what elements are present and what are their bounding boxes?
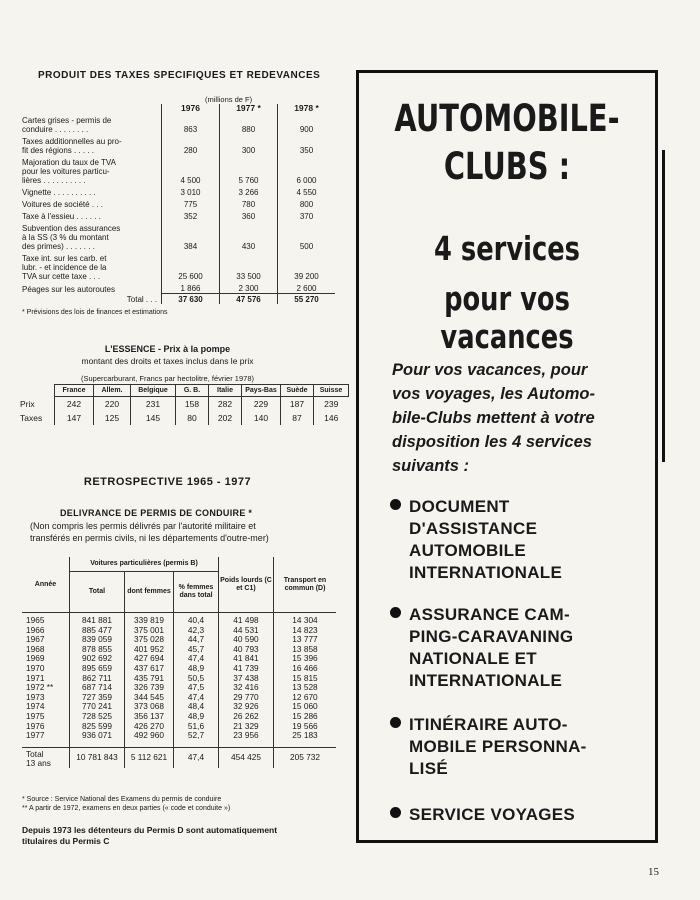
permis-row [22,674,336,684]
permis-cell: 839 059 [70,635,125,645]
permis-cell: 42,3 [174,626,219,636]
essence-row [20,397,349,412]
essence-cell: 242 [55,397,94,412]
permis-cell: 37 438 [219,674,274,684]
essence-col-header: Belgique [131,385,176,397]
permis-cell: 344 545 [125,693,174,703]
permis-row [22,616,336,626]
permis-cell: 19 566 [274,722,337,732]
permis-cell: 44 531 [219,626,274,636]
taxes-total-row [22,294,335,305]
permis-cell: 373 068 [125,702,174,712]
permis-title: DELIVRANCE DE PERMIS DE CONDUIRE * [60,508,253,518]
essence-cell: 87 [281,411,314,425]
taxes-row [22,200,335,209]
permis-col-annee: Année [34,580,57,588]
bullet-icon [390,499,401,510]
permis-year: 1968 [26,643,45,654]
ad-service-voyages: SERVICE VOYAGES [390,804,575,826]
permis-cell: 15 815 [274,674,337,684]
taxes-col-1977: 1977 * [220,104,278,113]
permis-row [22,635,336,645]
permis-cell: 326 739 [125,683,174,693]
permis-cell: 25 183 [274,731,337,741]
taxes-total-1977: 47 576 [220,294,278,305]
permis-year: 1967 [26,634,45,645]
taxes-cell: 863 [162,116,220,134]
taxes-row-label: Majoration du taux de TVA pour les voitures particu- lières . . . . . . . . . . [22,158,116,185]
essence-cell: 80 [176,411,209,425]
taxes-cell: 25 600 [162,254,220,281]
permis-cell: 375 001 [125,626,174,636]
permis-note-2: titulaires du Permis C [22,836,110,846]
permis-cell: 427 694 [125,654,174,664]
permis-row [22,702,336,712]
taxes-row-label: Taxe int. sur les carb. et lubr. - et incidence de la TVA sur cette taxe . . . [22,254,107,281]
permis-row [22,693,336,703]
permis-year: 1969 [26,653,45,664]
permis-cell: 339 819 [125,616,174,626]
ad-sub-1: 4 services [434,229,580,268]
permis-cell: 426 270 [125,722,174,732]
permis-cell: 47,5 [174,683,219,693]
taxes-cell: 2 600 [278,284,336,294]
permis-row [22,626,336,636]
permis-cell: 902 692 [70,654,125,664]
permis-subtitle-2: transférés en permis civils, ni les départements d'outre-mer) [30,533,269,543]
taxes-cell: 280 [162,137,220,155]
essence-note: (Supercarburant, Francs par hectolitre, février 1978) [81,374,254,383]
permis-cell: 40,4 [174,616,219,626]
taxes-cell: 39 200 [278,254,336,281]
essence-col-header: Allem. [94,385,131,397]
ad-service-document: DOCUMENT D'ASSISTANCE AUTOMOBILE INTERNATIONALE [390,496,562,584]
bullet-icon [390,607,401,618]
permis-footnote-2: ** A partir de 1972, examens en deux parties (« code et conduite ») [22,805,231,812]
taxes-col-1978: 1978 * [278,104,336,113]
permis-cell: 26 262 [219,712,274,722]
taxes-total-1978: 55 270 [278,294,336,305]
permis-year: 1966 [26,624,45,635]
essence-col-header: France [55,385,94,397]
ad-headline-2: CLUBS : [443,145,571,188]
taxes-cell: 360 [220,212,278,221]
permis-cell: 492 960 [125,731,174,741]
essence-subtitle: montant des droits et taxes inclus dans le prix [81,356,254,366]
taxes-row [22,137,335,155]
permis-row [22,645,336,655]
taxes-total-label: Total . . . [126,295,157,304]
taxes-cell: 350 [278,137,336,155]
taxes-cell: 3 010 [162,188,220,197]
permis-cell: 375 028 [125,635,174,645]
essence-cell: 125 [94,411,131,425]
taxes-cell: 4 500 [162,158,220,185]
essence-cell: 145 [131,411,176,425]
taxes-cell: 880 [220,116,278,134]
permis-cell: 841 881 [70,616,125,626]
ad-intro: Pour vos vacances, pour vos voyages, les Automo- bile-Clubs mettent à votre disposition les 4 services suivants : [392,361,595,475]
permis-note-1: Depuis 1973 les détenteurs du Permis D sont automatiquement [22,825,278,835]
taxes-cell: 6 000 [278,158,336,185]
essence-cell: 146 [314,411,349,425]
permis-cell: 895 659 [70,664,125,674]
permis-year: 1973 [26,691,45,702]
permis-cell: 44,7 [174,635,219,645]
permis-cell: 21 329 [219,722,274,732]
permis-cell: 862 711 [70,674,125,684]
taxes-row [22,212,335,221]
taxes-row-label: Taxes additionnelles au pro- fit des régions . . . . . [22,137,122,155]
permis-cell: 29 770 [219,693,274,703]
permis-year: 1972 ** [26,682,54,693]
permis-col-group: Voitures particulières (permis B) [70,557,219,572]
essence-cell: 282 [209,397,242,412]
permis-sum-transport: 205 732 [274,747,337,768]
permis-cell: 13 777 [274,635,337,645]
permis-col-femmes: dont femmes [125,572,174,613]
permis-cell: 936 071 [70,731,125,741]
permis-year: 1975 [26,710,45,721]
bullet-icon [390,717,401,728]
permis-col-transport: Transport en commun (D) [274,557,337,613]
taxes-row-label: Péages sur les autoroutes [22,284,115,294]
essence-cell: 239 [314,397,349,412]
essence-col-header: Suède [281,385,314,397]
taxes-row-label: Taxe à l'essieu . . . . . . [22,212,101,221]
essence-cell: 187 [281,397,314,412]
permis-sum-total: 10 781 843 [70,747,125,768]
permis-year: 1965 [26,615,45,625]
taxes-row [22,284,335,294]
ad-service-itineraire: ITINÉRAIRE AUTO- MOBILE PERSONNA- LISÉ [390,714,587,780]
permis-cell: 51,6 [174,722,219,732]
permis-row [22,664,336,674]
permis-table [22,557,336,768]
taxes-cell: 5 760 [220,158,278,185]
permis-cell: 401 952 [125,645,174,655]
permis-cell: 23 956 [219,731,274,741]
taxes-cell: 1 866 [162,284,220,294]
permis-year: 1971 [26,672,45,683]
essence-col-header: Italie [209,385,242,397]
permis-sum-femmes: 5 112 621 [125,747,174,768]
taxes-total-1976: 37 630 [162,294,220,305]
essence-table [20,384,349,425]
permis-cell: 356 137 [125,712,174,722]
taxes-cell: 384 [162,224,220,251]
permis-sum-lourds: 454 425 [219,747,274,768]
permis-cell: 13 858 [274,645,337,655]
permis-row [22,654,336,664]
essence-row-label: Prix [20,398,35,409]
essence-row-label: Taxes [20,413,43,423]
permis-cell: 41 498 [219,616,274,626]
taxes-row-label: Subvention des assurances à la SS (3 % du montant des primes) . . . . . . . [22,224,121,251]
permis-cell: 687 714 [70,683,125,693]
essence-cell: 140 [242,411,281,425]
permis-cell: 728 525 [70,712,125,722]
taxes-cell: 900 [278,116,336,134]
taxes-row-label: Vignette . . . . . . . . . . [22,188,96,197]
permis-cell: 50,5 [174,674,219,684]
permis-row [22,683,336,693]
permis-cell: 41 841 [219,654,274,664]
taxes-cell: 352 [162,212,220,221]
taxes-cell: 2 300 [220,284,278,294]
permis-cell: 48,9 [174,664,219,674]
permis-cell: 885 477 [70,626,125,636]
essence-cell: 147 [55,411,94,425]
ad-box-side-bar [662,150,665,462]
taxes-row [22,188,335,197]
taxes-cell: 3 266 [220,188,278,197]
taxes-cell: 780 [220,200,278,209]
permis-sum-pct: 47,4 [174,747,219,768]
taxes-cell: 370 [278,212,336,221]
taxes-row [22,116,335,134]
taxes-cell: 500 [278,224,336,251]
essence-cell: 231 [131,397,176,412]
permis-cell: 15 396 [274,654,337,664]
retro-title: RETROSPECTIVE 1965 - 1977 [83,476,252,488]
permis-cell: 727 359 [70,693,125,703]
permis-cell: 15 060 [274,702,337,712]
permis-cell: 45,7 [174,645,219,655]
permis-cell: 14 823 [274,626,337,636]
permis-cell: 52,7 [174,731,219,741]
permis-col-pct: % femmes dans total [174,572,219,613]
permis-year: 1976 [26,720,45,731]
permis-cell: 40 793 [219,645,274,655]
permis-sum-label: Total 13 ans [26,748,51,768]
taxes-cell: 4 550 [278,188,336,197]
bullet-icon [390,807,401,818]
permis-cell: 437 617 [125,664,174,674]
permis-cell: 41 739 [219,664,274,674]
permis-cell: 16 466 [274,664,337,674]
permis-cell: 32 416 [219,683,274,693]
ad-headline-1: AUTOMOBILE- [394,97,620,140]
permis-cell: 435 791 [125,674,174,684]
taxes-col-1976: 1976 [162,104,220,113]
taxes-cell: 800 [278,200,336,209]
permis-cell: 48,4 [174,702,219,712]
essence-col-header: G. B. [176,385,209,397]
taxes-table [22,104,335,304]
essence-title: L'ESSENCE - Prix à la pompe [104,344,231,354]
permis-cell: 13 528 [274,683,337,693]
ad-sub-2: pour vos vacances [440,279,574,356]
permis-row [22,712,336,722]
permis-cell: 47,4 [174,693,219,703]
essence-col-header: Pays-Bas [242,385,281,397]
permis-cell: 32 926 [219,702,274,712]
permis-footnote-1: * Source : Service National des Examens du permis de conduire [22,796,222,803]
permis-year: 1970 [26,662,45,673]
taxes-cell: 33 500 [220,254,278,281]
permis-cell: 878 855 [70,645,125,655]
permis-cell: 15 286 [274,712,337,722]
permis-row [22,731,336,741]
taxes-row-label: Voitures de société . . . [22,200,103,209]
taxes-row [22,224,335,251]
taxes-row [22,158,335,185]
permis-cell: 47,4 [174,654,219,664]
page-number: 15 [648,866,659,878]
taxes-title: PRODUIT DES TAXES SPECIFIQUES ET REDEVANCES [38,70,321,81]
permis-cell: 48,9 [174,712,219,722]
taxes-unit: (millions de F) [205,95,253,104]
permis-cell: 14 304 [274,616,337,626]
essence-row [20,411,349,425]
essence-cell: 158 [176,397,209,412]
permis-cell: 770 241 [70,702,125,712]
essence-cell: 202 [209,411,242,425]
taxes-cell: 430 [220,224,278,251]
permis-year: 1977 [26,730,45,741]
permis-col-lourds: Poids lourds (C et C1) [219,557,274,613]
taxes-footnote: * Prévisions des lois de finances et estimations [22,309,168,316]
essence-col-header: Suisse [314,385,349,397]
permis-year: 1974 [26,701,45,712]
essence-cell: 229 [242,397,281,412]
permis-cell: 40 590 [219,635,274,645]
essence-cell: 220 [94,397,131,412]
taxes-cell: 775 [162,200,220,209]
taxes-row [22,254,335,281]
taxes-cell: 300 [220,137,278,155]
permis-subtitle-1: (Non compris les permis délivrés par l'autorité militaire et [30,521,256,531]
taxes-row-label: Cartes grises - permis de conduire . . . . . . . . [22,116,112,134]
permis-cell: 12 670 [274,693,337,703]
permis-cell: 825 599 [70,722,125,732]
ad-service-assurance: ASSURANCE CAM- PING-CARAVANING NATIONALE ET INTERNATIONALE [390,604,573,692]
permis-row [22,722,336,732]
permis-col-total: Total [70,572,125,613]
